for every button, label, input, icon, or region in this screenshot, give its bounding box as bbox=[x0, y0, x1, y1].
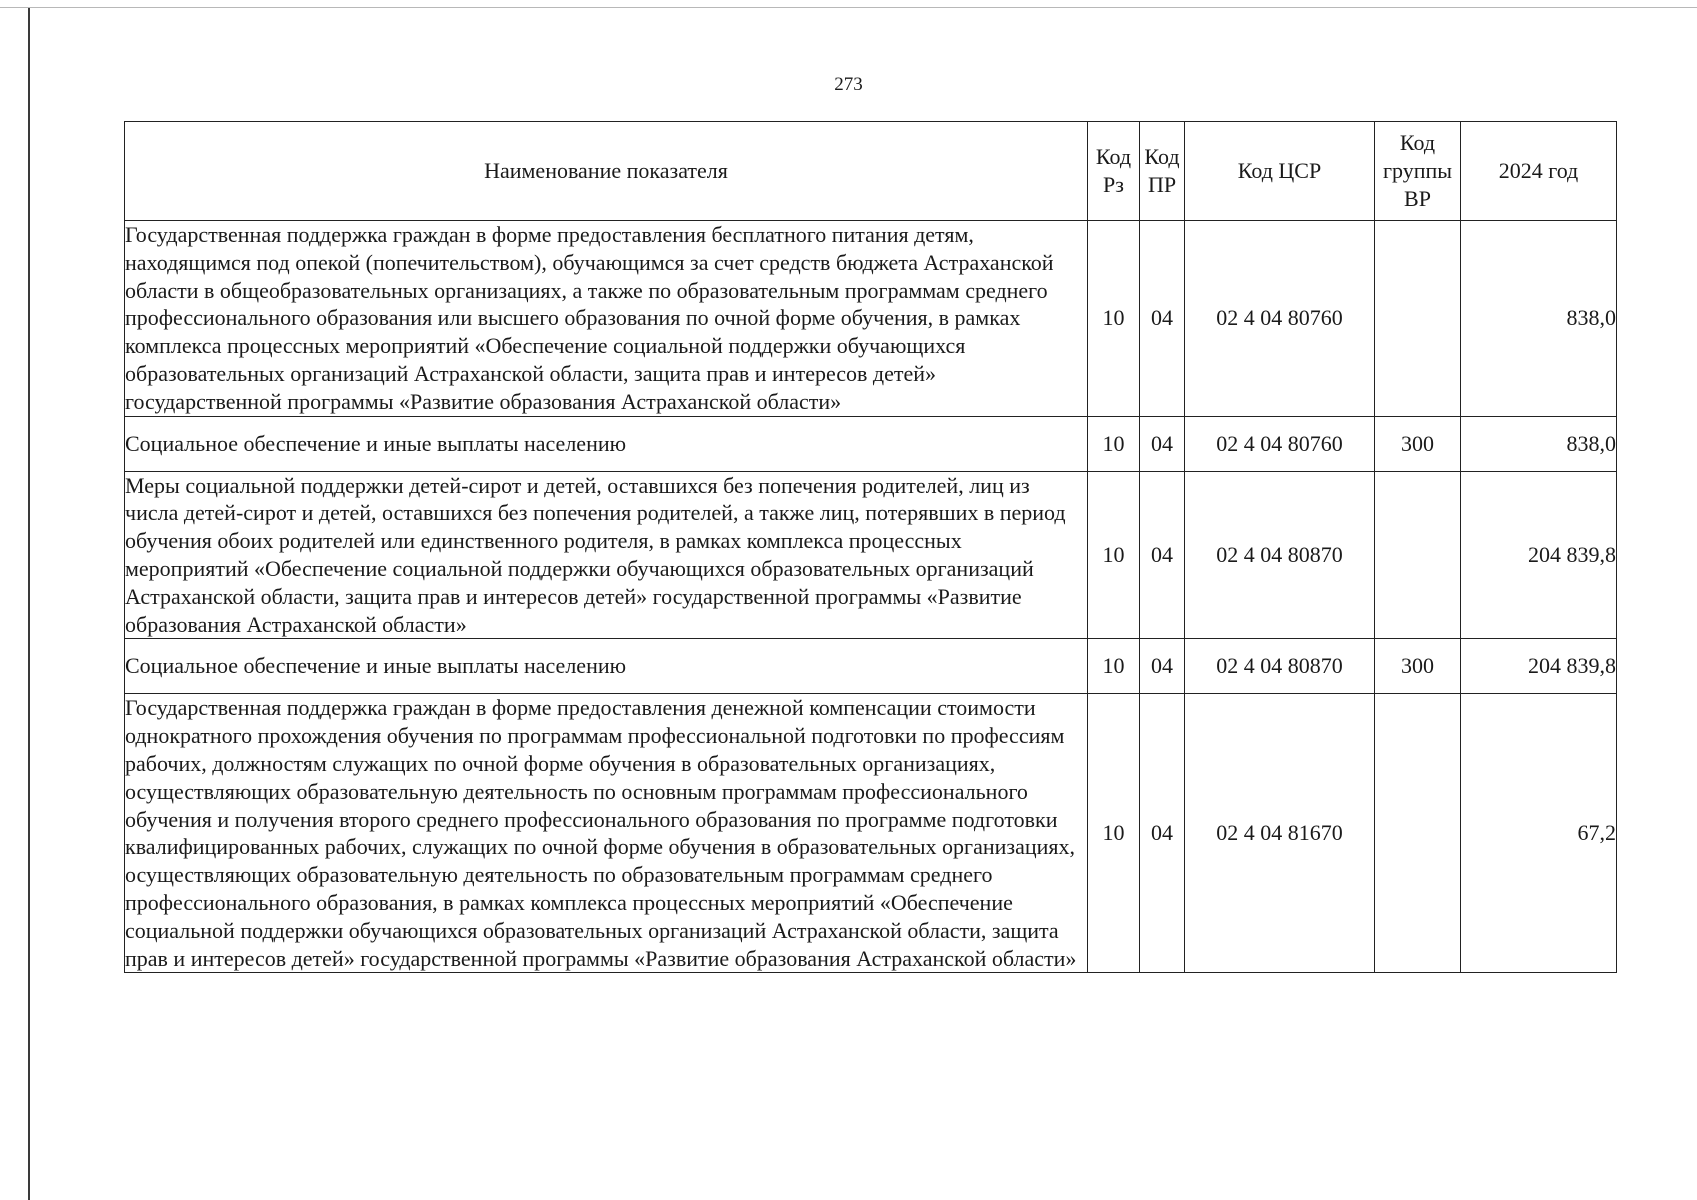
cell-rz: 10 bbox=[1088, 416, 1140, 471]
cell-name: Меры социальной поддержки детей-сирот и детей, оставшихся без попечения родителей, лиц из числа детей-сирот и детей, оставшихся без попечения родителей, а также лиц, потерявших в период обучения обоих родителей или единственного родителя, в рамках комплекса процессных мероприятий «Обеспечение социальной поддержки обучающихся образовательных организаций Астраханской области, защита прав и интересов детей» государственной программы «Развитие образования Астраханской области» bbox=[125, 471, 1088, 639]
cell-pr: 04 bbox=[1140, 471, 1185, 639]
header-vr: Код группы ВР bbox=[1375, 122, 1461, 221]
cell-vr bbox=[1375, 694, 1461, 973]
cell-amount: 204 839,8 bbox=[1461, 471, 1617, 639]
cell-name: Государственная поддержка граждан в форме предоставления денежной компенсации стоимости однократного прохождения обучения по программам профессиональной подготовки по профессиям рабочих, должностям служащих по очной форме обучения в образовательных организациях, осуществляющих образовательную деятельность по основным программам профессионального обучения и получения второго среднего профессионального образования по программе подготовки квалифицированных рабочих, служащих по очной форме обучения в образовательных организациях, осуществляющих образовательную деятельность по образовательным программам среднего профессионального образования, в рамках комплекса процессных мероприятий «Обеспечение социальной поддержки обучающихся образовательных организаций Астраханской области, защита прав и интересов детей» государственной программы «Развитие образования Астраханской области» bbox=[125, 694, 1088, 973]
scan-top-edge bbox=[0, 7, 1697, 8]
cell-pr: 04 bbox=[1140, 694, 1185, 973]
cell-amount: 67,2 bbox=[1461, 694, 1617, 973]
cell-pr: 04 bbox=[1140, 221, 1185, 417]
cell-csr: 02 4 04 80760 bbox=[1185, 416, 1375, 471]
header-csr: Код ЦСР bbox=[1185, 122, 1375, 221]
table-row bbox=[125, 639, 1617, 694]
cell-vr bbox=[1375, 221, 1461, 417]
cell-csr: 02 4 04 80870 bbox=[1185, 471, 1375, 639]
table-row bbox=[125, 694, 1617, 973]
cell-amount: 204 839,8 bbox=[1461, 639, 1617, 694]
cell-rz: 10 bbox=[1088, 471, 1140, 639]
cell-csr: 02 4 04 81670 bbox=[1185, 694, 1375, 973]
scan-left-edge bbox=[28, 8, 30, 1200]
cell-amount: 838,0 bbox=[1461, 416, 1617, 471]
cell-vr: 300 bbox=[1375, 416, 1461, 471]
header-name: Наименование показателя bbox=[125, 122, 1088, 221]
cell-name: Социальное обеспечение и иные выплаты населению bbox=[125, 416, 1088, 471]
header-pr: Код ПР bbox=[1140, 122, 1185, 221]
cell-pr: 04 bbox=[1140, 416, 1185, 471]
cell-vr: 300 bbox=[1375, 639, 1461, 694]
table-row bbox=[125, 221, 1617, 417]
cell-rz: 10 bbox=[1088, 221, 1140, 417]
cell-rz: 10 bbox=[1088, 639, 1140, 694]
cell-vr bbox=[1375, 471, 1461, 639]
header-rz: Код Рз bbox=[1088, 122, 1140, 221]
table-header-row bbox=[125, 122, 1617, 221]
page-number: 273 bbox=[834, 74, 863, 95]
header-year: 2024 год bbox=[1461, 122, 1617, 221]
cell-csr: 02 4 04 80760 bbox=[1185, 221, 1375, 417]
cell-name: Социальное обеспечение и иные выплаты населению bbox=[125, 639, 1088, 694]
cell-csr: 02 4 04 80870 bbox=[1185, 639, 1375, 694]
cell-amount: 838,0 bbox=[1461, 221, 1617, 417]
budget-table bbox=[124, 121, 1617, 973]
table-row bbox=[125, 416, 1617, 471]
cell-name: Государственная поддержка граждан в форме предоставления бесплатного питания детям, находящимся под опекой (попечительством), обучающимся за счет средств бюджета Астраханской области в общеобразовательных организациях, а также по образовательным программам среднего профессионального образования или высшего образования по очной форме обучения, в рамках комплекса процессных мероприятий «Обеспечение социальной поддержки обучающихся образовательных организаций Астраханской области, защита прав и интересов детей» государственной программы «Развитие образования Астраханской области» bbox=[125, 221, 1088, 417]
table-row bbox=[125, 471, 1617, 639]
cell-pr: 04 bbox=[1140, 639, 1185, 694]
cell-rz: 10 bbox=[1088, 694, 1140, 973]
